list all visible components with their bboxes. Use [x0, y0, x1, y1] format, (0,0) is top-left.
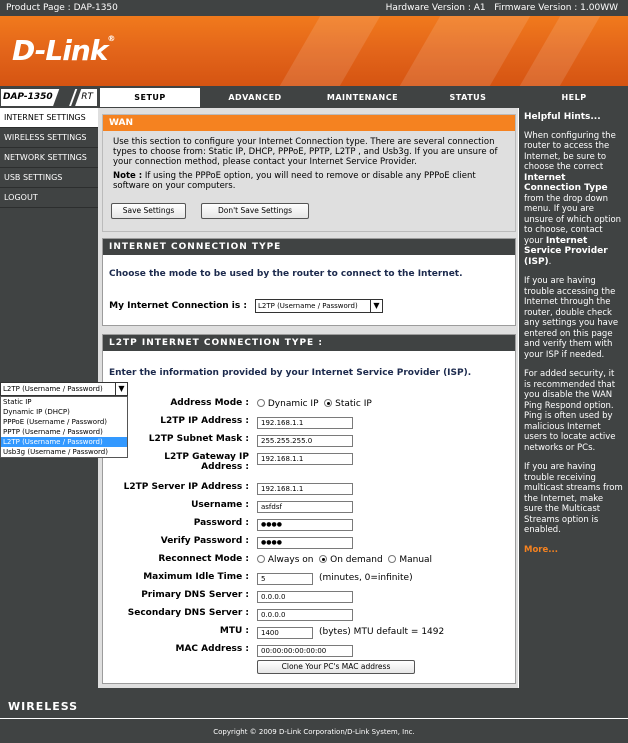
l2tp-gateway-label: L2TP Gateway IP Address :: [164, 452, 249, 472]
option-pptp[interactable]: PPTP (Username / Password): [3, 428, 103, 436]
primary-dns-input[interactable]: 0.0.0.0: [257, 591, 353, 603]
l2tp-title: L2TP INTERNET CONNECTION TYPE :: [103, 335, 515, 351]
footer: [0, 688, 628, 743]
sidebar-item-internet-settings[interactable]: INTERNET SETTINGS: [0, 108, 98, 128]
ict-title: INTERNET CONNECTION TYPE: [103, 239, 515, 255]
hint-troubleshoot: If you are having trouble accessing the Internet through the router, double check any settings you have entered on this page and verify them with your ISP if needed.: [524, 276, 619, 360]
dropdown-selected[interactable]: L2TP (Username / Password) ▼: [0, 382, 128, 396]
l2tp-ip-input[interactable]: 192.168.1.1: [257, 417, 353, 429]
firmware-version: Firmware Version : 1.00WW: [494, 3, 618, 13]
model-mode: RT: [81, 92, 93, 102]
username-label: Username :: [191, 500, 249, 510]
option-l2tp[interactable]: L2TP (Username / Password): [1, 437, 127, 447]
wireless-logo: WIRELESS: [8, 700, 79, 713]
connection-type-dropdown: [0, 382, 128, 460]
option-static-ip[interactable]: Static IP: [3, 398, 32, 406]
l2tp-prompt: Enter the information provided by your Internet Service Provider (ISP).: [109, 368, 472, 378]
password-input[interactable]: ●●●●: [257, 519, 353, 531]
mac-address-label: MAC Address :: [175, 644, 249, 654]
wan-note: Note : If using the PPPoE option, you will need to remove or disable any PPPoE client software on your computers.: [113, 171, 476, 191]
tab-help[interactable]: HELP: [561, 93, 587, 102]
l2tp-server-input[interactable]: 192.168.1.1: [257, 483, 353, 495]
wan-title: WAN: [103, 115, 515, 131]
helpful-hints-panel: [519, 108, 628, 688]
dynamic-ip-radio[interactable]: [257, 399, 265, 407]
chevron-down-icon: ▼: [115, 383, 127, 395]
banner: [0, 16, 628, 86]
mtu-unit: (bytes) MTU default = 1492: [319, 627, 445, 637]
address-mode-radios: [257, 399, 372, 409]
ict-prompt: Choose the mode to be used by the router to connect to the Internet.: [109, 269, 463, 279]
option-dynamic-ip[interactable]: Dynamic IP (DHCP): [3, 408, 70, 416]
dont-save-settings-button[interactable]: Don't Save Settings: [201, 203, 309, 219]
wan-description: Use this section to configure your Internet Connection type. There are several connection types to choose from: Static IP, DHCP, PPPoE, PPTP, L2TP , and Usb3g. If you are unsure of your connection method, please contact your Internet Service Provider.: [113, 137, 498, 167]
clone-mac-button[interactable]: Clone Your PC's MAC address: [257, 660, 415, 674]
save-settings-button[interactable]: Save Settings: [111, 203, 186, 219]
dlink-logo: D-Link®: [12, 34, 115, 67]
reconnect-mode-radios: [257, 555, 432, 565]
manual-label: Manual: [399, 555, 433, 565]
username-input[interactable]: asfdsf: [257, 501, 353, 513]
address-mode-label: Address Mode :: [170, 398, 249, 408]
l2tp-server-label: L2TP Server IP Address :: [123, 482, 249, 492]
always-on-label: Always on: [267, 555, 314, 565]
wan-section: [102, 114, 516, 232]
l2tp-subnet-label: L2TP Subnet Mask :: [148, 434, 249, 444]
connection-type-select[interactable]: L2TP (Username / Password) ▼: [255, 299, 383, 313]
max-idle-time-input[interactable]: 5: [257, 573, 313, 585]
hardware-version: Hardware Version : A1: [385, 3, 486, 13]
more-link[interactable]: More...: [524, 544, 558, 555]
static-ip-label: Static IP: [335, 399, 372, 409]
sidebar-item-wireless-settings[interactable]: WIRELESS SETTINGS: [0, 128, 98, 148]
manual-radio[interactable]: [388, 555, 396, 563]
verify-password-input[interactable]: ●●●●: [257, 537, 353, 549]
model-name: DAP-1350: [3, 92, 53, 102]
mac-address-input[interactable]: 00:00:00:00:00:00: [257, 645, 353, 657]
l2tp-subnet-input[interactable]: 255.255.255.0: [257, 435, 353, 447]
hint-security: For added security, it is recommended that you disable the WAN Ping Respond option. Ping is often used by malicious Internet users to locate active networks or PCs.: [524, 369, 616, 453]
connection-type-label: My Internet Connection is :: [109, 301, 247, 311]
main-content: [98, 108, 518, 688]
option-usb3g[interactable]: Usb3g (Username / Password): [3, 448, 108, 456]
reconnect-mode-label: Reconnect Mode :: [158, 554, 249, 564]
secondary-dns-input[interactable]: 0.0.0.0: [257, 609, 353, 621]
product-page: Product Page : DAP-1350: [6, 3, 118, 13]
hint-multicast: If you are having trouble receiving multicast streams from the Internet, make sure the Multicast Streams option is enabled.: [524, 462, 623, 535]
idle-time-unit: (minutes, 0=infinite): [319, 573, 413, 583]
sidebar-item-network-settings[interactable]: NETWORK SETTINGS: [0, 148, 98, 168]
static-ip-radio[interactable]: [324, 399, 332, 407]
hint-connection-type: When configuring the router to access the Internet, be sure to choose the correct Internet Connection Type from the drop down menu. If you are unsure of which option to choose, contact your Internet Service Provider (ISP).: [524, 130, 622, 267]
model-badge: [0, 88, 98, 107]
mtu-input[interactable]: 1400: [257, 627, 313, 639]
tab-status[interactable]: STATUS: [449, 93, 487, 102]
l2tp-section: [102, 334, 516, 684]
hints-title: Helpful Hints...: [524, 112, 601, 122]
copyright: Copyright © 2009 D-Link Corporation/D-Link System, Inc.: [213, 728, 415, 736]
l2tp-ip-label: L2TP IP Address :: [160, 416, 249, 426]
chevron-down-icon: ▼: [370, 300, 382, 312]
sidebar-item-logout[interactable]: LOGOUT: [0, 188, 98, 208]
always-on-radio[interactable]: [257, 555, 265, 563]
mtu-label: MTU :: [219, 626, 249, 636]
sidebar-item-usb-settings[interactable]: USB SETTINGS: [0, 168, 98, 188]
l2tp-gateway-input[interactable]: 192.168.1.1: [257, 453, 353, 465]
tab-maintenance[interactable]: MAINTENANCE: [326, 93, 399, 102]
on-demand-label: On demand: [330, 555, 383, 565]
internet-connection-type-section: [102, 238, 516, 326]
option-pppoe[interactable]: PPPoE (Username / Password): [3, 418, 107, 426]
version-info: [386, 0, 618, 16]
on-demand-radio[interactable]: [319, 555, 327, 563]
verify-password-label: Verify Password :: [160, 536, 249, 546]
max-idle-time-label: Maximum Idle Time :: [143, 572, 249, 582]
top-info-bar: [0, 0, 628, 16]
secondary-dns-label: Secondary DNS Server :: [127, 608, 249, 618]
primary-dns-label: Primary DNS Server :: [141, 590, 249, 600]
dynamic-ip-label: Dynamic IP: [267, 399, 319, 409]
tab-setup[interactable]: SETUP: [100, 88, 200, 107]
dropdown-list: [0, 396, 128, 458]
password-label: Password :: [193, 518, 249, 528]
tab-advanced[interactable]: ADVANCED: [228, 93, 282, 102]
